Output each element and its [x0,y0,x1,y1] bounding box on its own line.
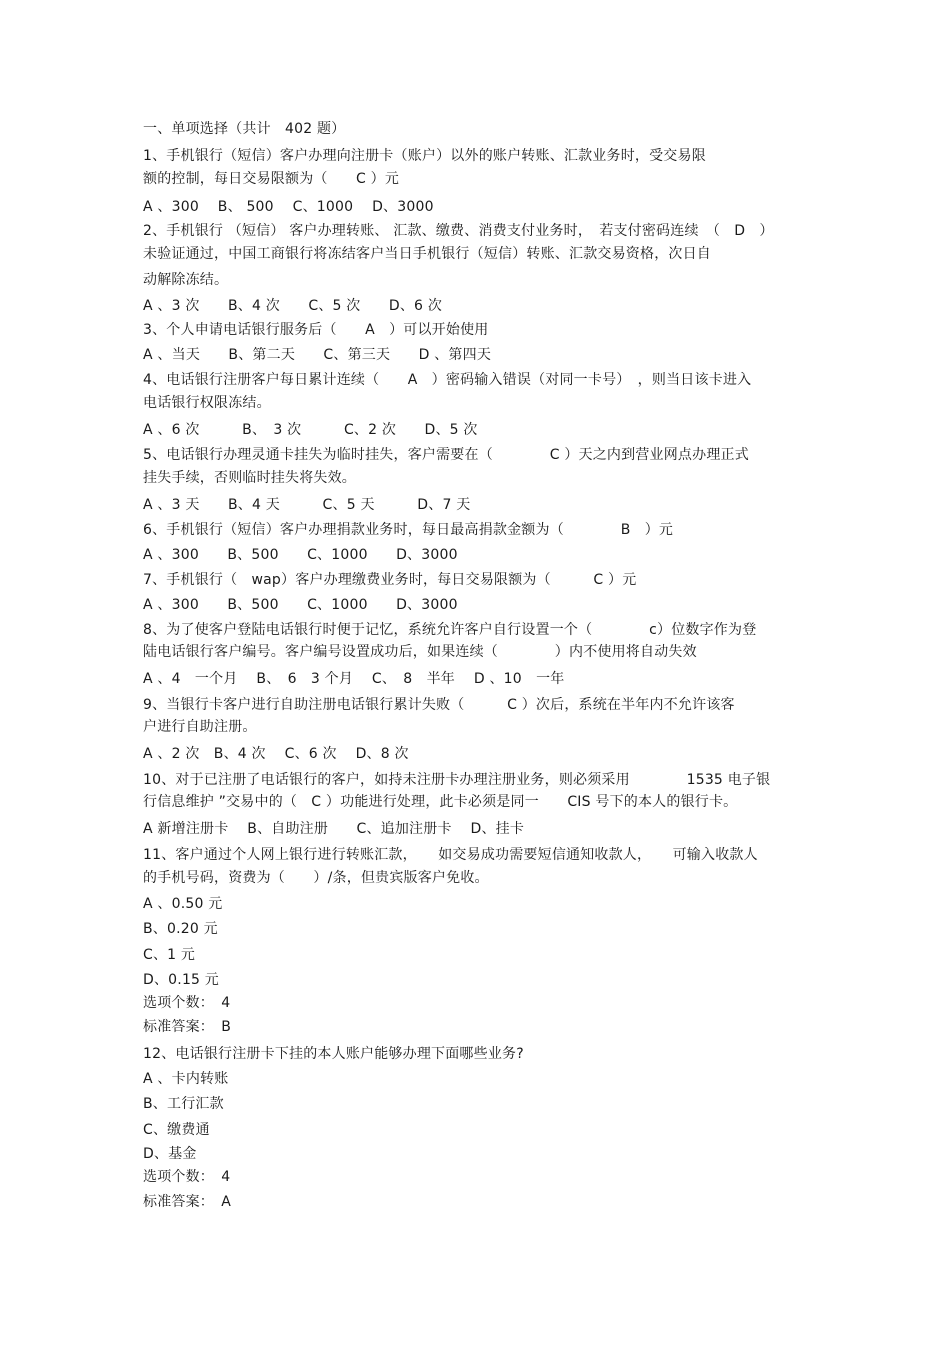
q11-text-line2: 的手机号码，资费为（ ）/条，但贵宾版客户免收。 [143,870,489,886]
q8-options: A 、4 一个月 B、 6 3 个月 C、 8 半年 D 、10 一年 [143,671,565,687]
q4-options: A 、6 次 B、 3 次 C、2 次 D、5 次 [143,422,478,438]
q1-text-line1: 1、手机银行（短信）客户办理向注册卡（账户）以外的账户转账、汇款业务时，受交易限 [143,148,706,164]
q11-option-count: 选项个数： 4 [143,995,231,1011]
q8-text-line2: 陆电话银行客户编号。客户编号设置成功后，如果连续（ ）内不使用将自动失效 [143,644,697,660]
q6-text-line1: 6、手机银行（短信）客户办理捐款业务时，每日最高捐款金额为（ B ）元 [143,522,674,538]
section-heading: 一、单项选择（共计 402 题） [143,121,346,137]
q12-option-d: D、基金 [143,1146,197,1162]
q12-option-count: 选项个数： 4 [143,1169,231,1185]
q7-text-line1: 7、手机银行（ wap）客户办理缴费业务时，每日交易限额为（ C ）元 [143,572,637,588]
q5-text-line2: 挂失手续，否则临时挂失将失效。 [143,470,356,486]
q6-options: A 、300 B、500 C、1000 D、3000 [143,547,458,563]
q12-text-line1: 12、电话银行注册卡下挂的本人账户能够办理下面哪些业务? [143,1046,524,1062]
q11-option-a: A 、0.50 元 [143,896,223,912]
q1-options: A 、300 B、 500 C、1000 D、3000 [143,199,434,215]
q9-text-line2: 户进行自助注册。 [143,719,257,735]
q4-text-line2: 电话银行权限冻结。 [143,395,271,411]
q8-text-line1: 8、为了使客户登陆电话银行时便于记忆，系统允许客户自行设置一个（ c）位数字作为登 [143,622,757,638]
q7-options: A 、300 B、500 C、1000 D、3000 [143,597,458,613]
q12-option-a: A 、卡内转账 [143,1071,229,1087]
q2-text-line2: 未验证通过，中国工商银行将冻结客户当日手机银行（短信）转账、汇款交易资格，次日自 [143,246,711,262]
q1-text-line2: 额的控制，每日交易限额为（ C ）元 [143,171,400,187]
q5-text-line1: 5、电话银行办理灵通卡挂失为临时挂失，客户需要在（ C ）天之内到营业网点办理正式 [143,447,749,463]
q3-text-line1: 3、个人申请电话银行服务后（ A ）可以开始使用 [143,322,489,338]
q12-option-b: B、工行汇款 [143,1096,224,1112]
q12-answer: 标准答案： A [143,1194,231,1210]
q10-text-line1: 10、对于已注册了电话银行的客户，如持未注册卡办理注册业务，则必须采用 1535 电子银 [143,772,771,788]
q10-options: A 新增注册卡 B、自助注册 C、追加注册卡 D、挂卡 [143,821,525,837]
q2-text-line3: 动解除冻结。 [143,272,229,288]
q10-text-line2: 行信息维护 ”交易中的（ C ）功能进行处理，此卡必须是同一 CIS 号下的本人的银行卡。 [143,794,738,810]
q11-option-d: D、0.15 元 [143,972,220,988]
q4-text-line1: 4、电话银行注册客户每日累计连续（ A ）密码输入错误（对同一卡号） ，则当日该卡进入 [143,372,752,388]
q11-answer: 标准答案： B [143,1019,232,1035]
q11-option-c: C、1 元 [143,947,196,963]
q2-options: A 、3 次 B、4 次 C、5 次 D、6 次 [143,298,443,314]
q3-options: A 、当天 B、第二天 C、第三天 D 、第四天 [143,347,492,363]
q5-options: A 、3 天 B、4 天 C、5 天 D、7 天 [143,497,471,513]
q9-options: A 、2 次 B、4 次 C、6 次 D、8 次 [143,746,409,762]
q9-text-line1: 9、当银行卡客户进行自助注册电话银行累计失败（ C ）次后，系统在半年内不允许该客 [143,697,735,713]
q11-text-line1: 11、客户通过个人网上银行进行转账汇款， 如交易成功需要短信通知收款人， 可输入收款人 [143,847,758,863]
q2-text-line1: 2、手机银行 （短信） 客户办理转账、 汇款、缴费、消费支付业务时， 若支付密码连续 （ D ） [143,223,774,239]
q11-option-b: B、0.20 元 [143,921,218,937]
q12-option-c: C、缴费通 [143,1122,210,1138]
